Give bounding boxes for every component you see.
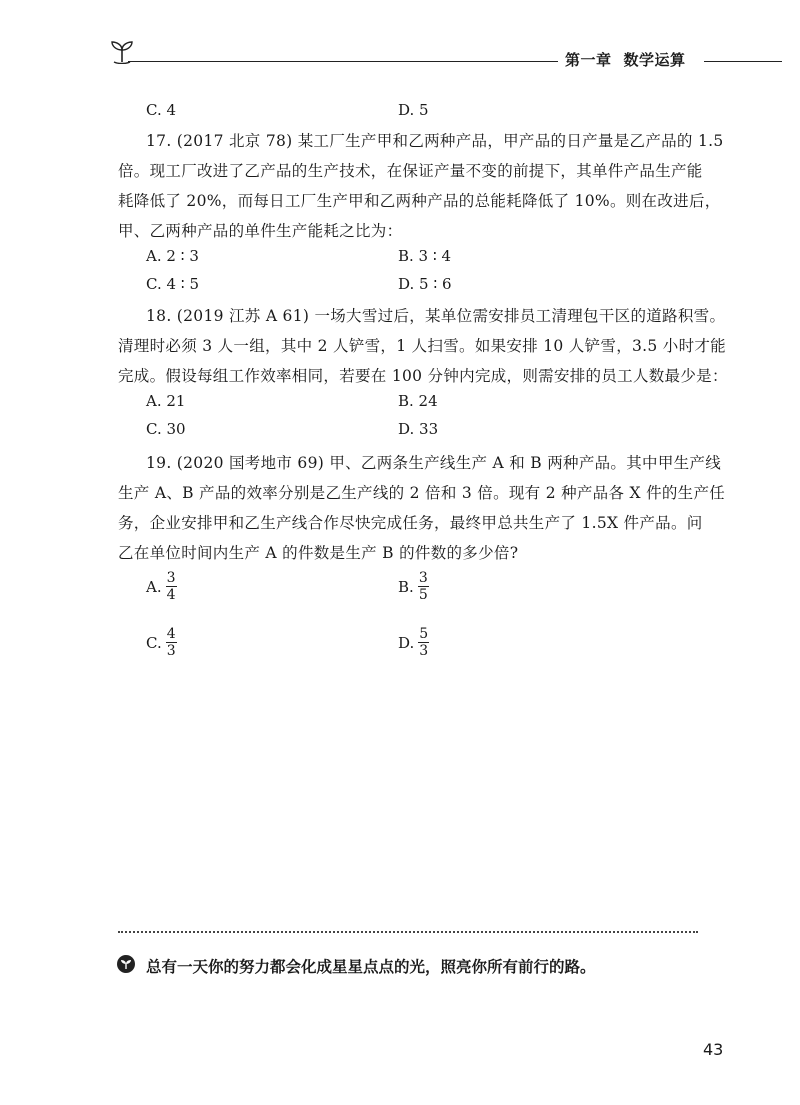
q17-line-3: 耗降低了 20%，而每日工厂生产甲和乙两种产品的总能耗降低了 10%。则在改进后， [118,192,721,210]
q18-option-a: A. 21 [146,392,186,410]
q19-option-a [146,570,177,603]
denominator: 4 [166,587,176,603]
q19-option-b [398,570,429,603]
q17-line-4: 甲、乙两种产品的单件生产能耗之比为： [118,222,403,240]
sprout-badge-icon [117,955,135,973]
numerator: 4 [166,626,176,642]
option-label: B. [398,577,414,596]
numerator: 3 [418,570,428,586]
page-number: 43 [703,1040,724,1059]
q19-line-4: 乙在单位时间内生产 A 的件数是生产 B 的件数的多少倍? [118,544,519,562]
q18-line-1: 18. (2019 江苏 A 61) 一场大雪过后，某单位需安排员工清理包干区的道路积雪。 [146,307,726,325]
chapter-title: 数学运算 [623,51,686,69]
q19-option-c [146,626,177,659]
header-rule-right [704,61,782,62]
denominator: 3 [419,643,429,659]
numerator: 3 [166,570,176,586]
q17-line-1: 17. (2017 北京 78) 某工厂生产甲和乙两种产品，甲产品的日产量是乙产品的 1.5 [146,132,724,150]
q17-option-a: A. 2 ∶ 3 [146,247,199,265]
chapter-number: 第一章 [565,51,612,69]
q19-line-2: 生产 A、B 产品的效率分别是乙生产线的 2 倍和 3 倍。现有 2 种产品各 X 件的生产任 [118,484,726,502]
page-header [0,34,800,74]
option-label: D. [398,633,415,652]
q16-option-d: D. 5 [398,101,429,119]
footer-divider [118,931,698,933]
q19-option-d [398,626,429,659]
option-label: A. [146,577,162,596]
numerator: 5 [419,626,429,642]
q18-option-b: B. 24 [398,392,438,410]
header-rule-left [128,61,558,62]
q17-option-d: D. 5 ∶ 6 [398,275,452,293]
chapter-heading [565,49,698,70]
q17-option-b: B. 3 ∶ 4 [398,247,452,265]
q19-line-3: 务，企业安排甲和乙生产线合作尽快完成任务，最终甲总共生产了 1.5X 件产品。问 [118,514,703,532]
q17-option-c: C. 4 ∶ 5 [146,275,200,293]
q16-option-c: C. 4 [146,101,177,119]
denominator: 5 [418,587,428,603]
q18-option-d: D. 33 [398,420,439,438]
q19-line-1: 19. (2020 国考地市 69) 甲、乙两条生产线生产 A 和 B 两种产品。其中甲生产线 [146,454,722,472]
q18-option-c: C. 30 [146,420,186,438]
q18-line-2: 清理时必须 3 人一组，其中 2 人铲雪，1 人扫雪。如果安排 10 人铲雪，3.5 小时才能 [118,337,726,355]
motto-text: 总有一天你的努力都会化成星星点点的光，照亮你所有前行的路。 [146,958,596,976]
option-label: C. [146,633,162,652]
q17-line-2: 倍。现工厂改进了乙产品的生产技术，在保证产量不变的前提下，其单件产品生产能 [118,162,703,180]
q18-line-3: 完成。假设每组工作效率相同，若要在 100 分钟内完成，则需安排的员工人数最少是： [118,367,728,385]
denominator: 3 [166,643,176,659]
